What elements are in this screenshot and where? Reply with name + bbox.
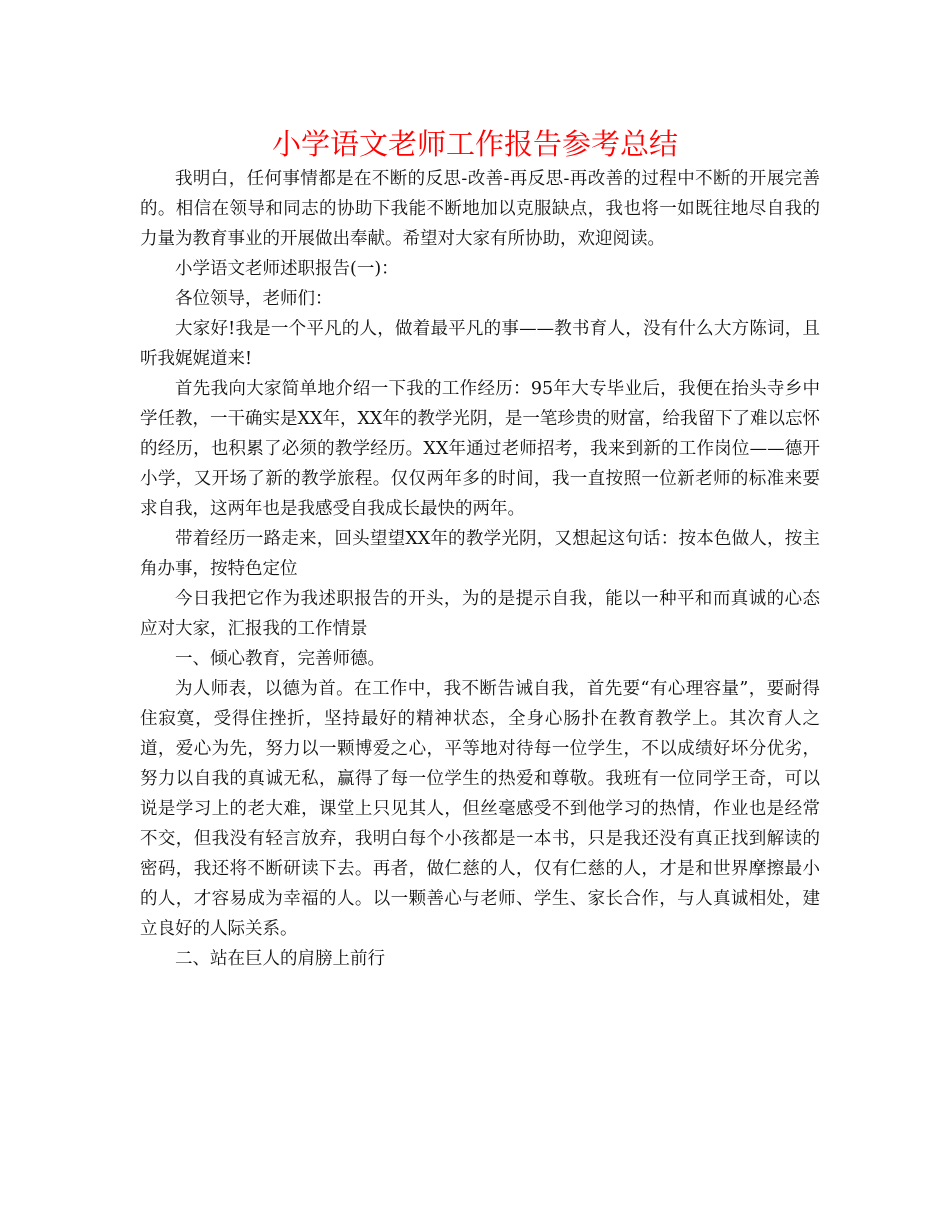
paragraph-teacher-ethics: 为人师表，以德为首。在工作中，我不断告诫自我，首先要“有心理容量”，要耐得住寂寞，受得住挫折，坚持最好的精神状态，全身心肠扑在教育教学上。其次育人之道，爱心为先，努力以一颗博爱之心，平等地对待每一位学生，不以成绩好坏分优劣，努力以自我的真诚无私，赢得了每一位学生的热爱和尊敬。我班有一位同学王奇，可以说是学习上的老大难，课堂上只见其人，但丝毫感受不到他学习的热情，作业也是经常不交，但我没有轻言放弃，我明白每个小孩都是一本书，只是我还没有真正找到解读的密码，我还将不断研读下去。再者，做仁慈的人，仅有仁慈的人，才是和世界摩擦最小的人，才容易成为幸福的人。以一颗善心与老师、学生、家长合作，与人真诚相处，建立良好的人际关系。 xyxy=(140,679,820,939)
paragraph-work-experience: 首先我向大家简单地介绍一下我的工作经历：95年大专毕业后，我便在抬头寺乡中学任教，一干确实是XX年，XX年的教学光阴，是一笔珍贵的财富，给我留下了难以忘怀的经历，也积累了必须的教学经历。XX年通过老师招考，我来到新的工作岗位——德开小学，又开场了新的教学旅程。仅仅两年多的时间，我一直按照一位新老师的标准来要求自我，这两年也是我感受自我成长最快的两年。 xyxy=(140,379,820,519)
section-heading-2: 二、站在巨人的肩膀上前行 xyxy=(175,949,385,969)
paragraph-greeting: 大家好!我是一个平凡的人，做着最平凡的事——教书育人，没有什么大方陈词，且听我娓娓道来! xyxy=(140,319,820,369)
paragraph-salutation: 各位领导，老师们： xyxy=(175,289,333,309)
document-body xyxy=(140,164,820,974)
paragraph-opening: 今日我把它作为我述职报告的开头，为的是提示自我，能以一种平和而真诚的心态应对大家，汇报我的工作情景 xyxy=(140,589,820,639)
paragraph-report-heading: 小学语文老师述职报告(一)： xyxy=(175,259,399,279)
paragraph-motto: 带着经历一路走来，回头望望XX年的教学光阴，又想起这句话：按本色做人，按主角办事，按特色定位 xyxy=(140,529,820,579)
section-heading-1: 一、倾心教育，完善师德。 xyxy=(175,649,385,669)
document-title: 小学语文老师工作报告参考总结 xyxy=(271,127,678,161)
paragraph-intro: 我明白，任何事情都是在不断的反思-改善-再反思-再改善的过程中不断的开展完善的。相信在领导和同志的协助下我能不断地加以克服缺点，我也将一如既往地尽自我的力量为教育事业的开展做出奉献。希望对大家有所协助，欢迎阅读。 xyxy=(140,169,820,249)
